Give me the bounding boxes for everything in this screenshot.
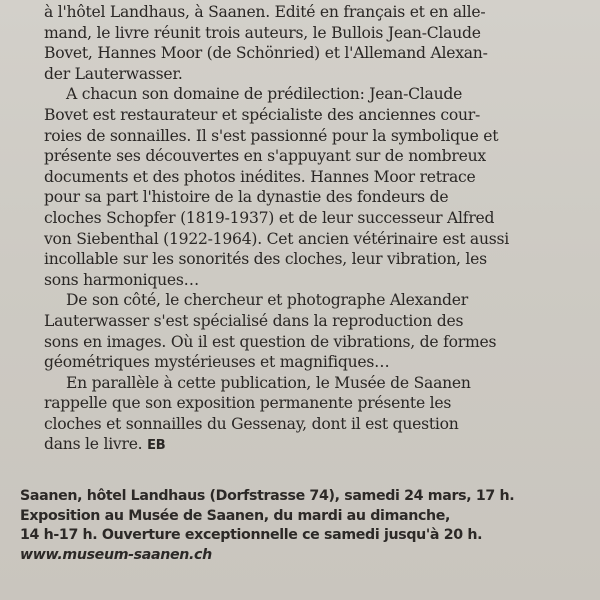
article-line: cloches et sonnailles du Gessenay, dont il est question [44,414,459,433]
article-line: sons en images. Où il est question de vibrations, de formes [44,332,497,351]
article-line: roies de sonnailles. Il s'est passionné pour la symbolique et [44,126,499,145]
article-line: der Lauterwasser. [44,64,183,83]
article-line: von Siebenthal (1922-1964). Cet ancien vétérinaire est aussi [44,229,510,248]
article-line: En parallèle à cette publication, le Musée de Saanen [66,373,471,392]
website-link: www.museum-saanen.ch [20,546,212,563]
article-line: documents et des photos inédites. Hannes Moor retrace [44,167,476,186]
article-line: A chacun son domaine de prédilection: Jean-Claude [66,85,463,104]
article-line: incollable sur les sonorités des cloches, leur vibration, les [44,250,487,269]
event-info-line: Exposition au Musée de Saanen, du mardi au dimanche, [20,507,451,524]
article-line: Bovet est restaurateur et spécialiste des anciennes cour- [44,105,481,124]
event-info-line: Saanen, hôtel Landhaus (Dorfstrasse 74), samedi 24 mars, 17 h. [20,488,515,504]
event-info-line: 14 h-17 h. Ouverture exceptionnelle ce samedi jusqu'à 20 h. [20,527,483,543]
event-info-box [20,487,580,565]
author-signature: EB [147,438,166,454]
article-line: présente ses découvertes en s'appuyant sur de nombreux [44,147,486,166]
article-last-line [44,434,574,455]
article-line: géométriques mystérieuses et magnifiques… [44,353,390,372]
article-line-text: dans le livre. [44,435,143,454]
article-line: cloches Schopfer (1819-1937) et de leur successeur Alfred [44,208,495,227]
article-line: pour sa part l'histoire de la dynastie des fondeurs de [44,188,449,207]
article-line: rappelle que son exposition permanente présente les [44,394,452,413]
article-line: à l'hôtel Landhaus, à Saanen. Edité en français et en alle- [44,3,486,21]
article-line: Lauterwasser s'est spécialisé dans la reproduction des [44,311,464,330]
article-line: mand, le livre réunit trois auteurs, le Bullois Jean-Claude [44,23,481,42]
article-line: Bovet, Hannes Moor (de Schönried) et l'Allemand Alexan- [44,44,488,63]
article-body [44,2,574,455]
article-line: De son côté, le chercheur et photographe Alexander [66,291,468,310]
article-line: sons harmoniques… [44,270,199,289]
